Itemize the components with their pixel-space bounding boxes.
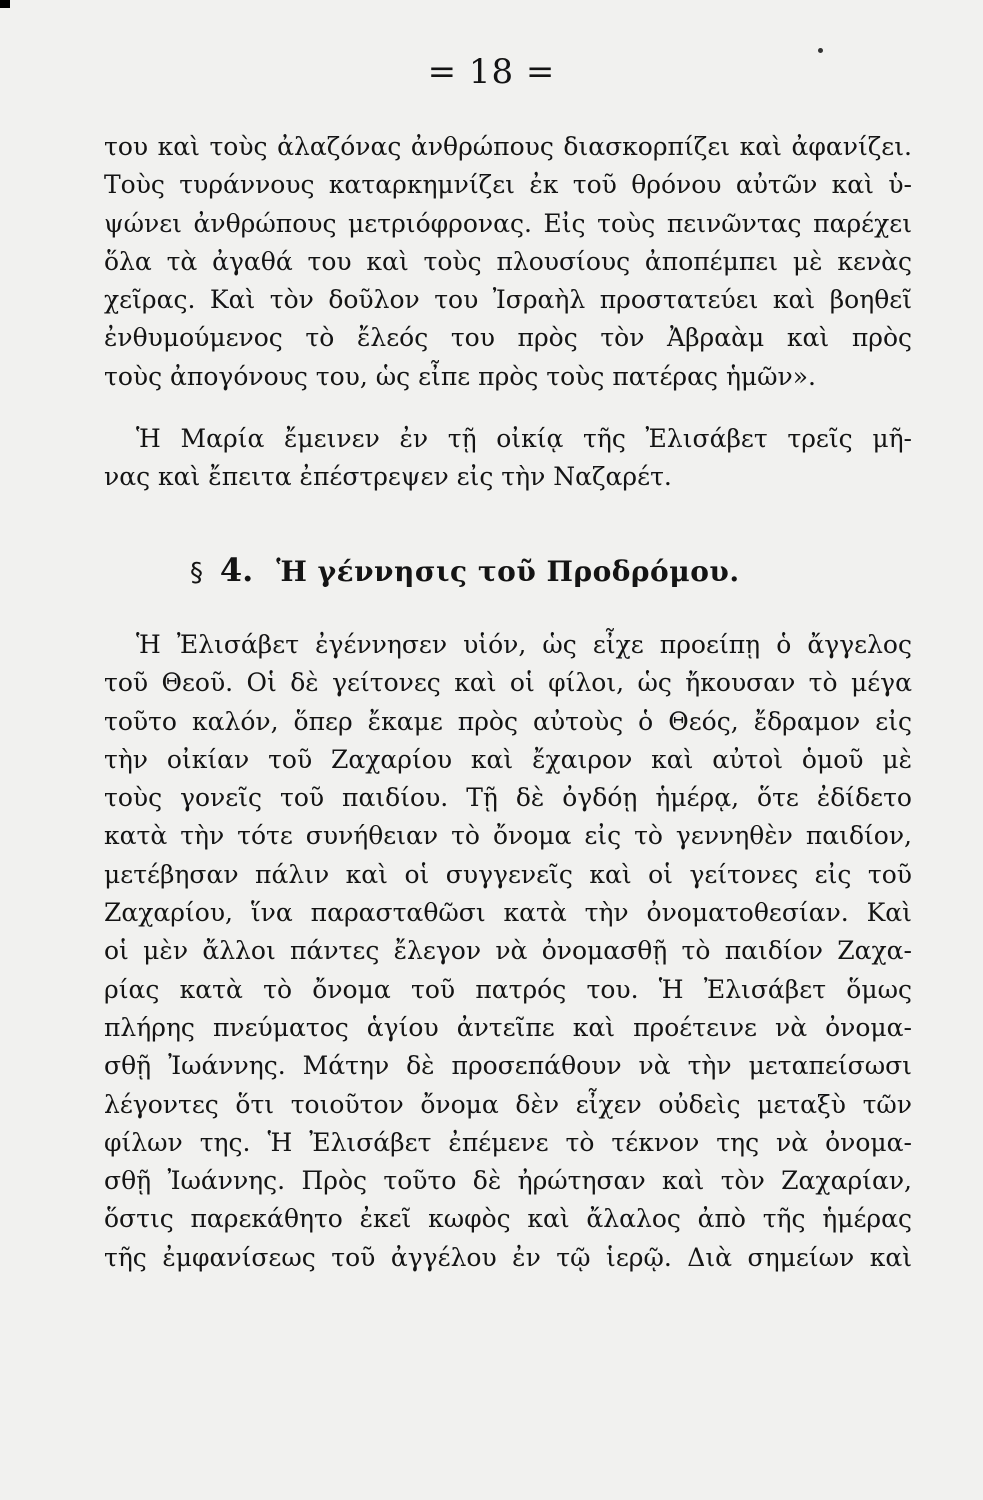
text-line: ὅλα τὰ ἀγαθά του καὶ τοὺς πλουσίους ἀποπέμπει μὲ κενὰς [104, 246, 912, 276]
text-line: Ζαχαρίου, ἵνα παρασταθῶσι κατὰ τὴν ὀνοματοθεσίαν. Καὶ [104, 898, 912, 928]
text-line: τοῦ Θεοῦ. Οἱ δὲ γείτονες καὶ οἱ φίλοι, ὡς ἤκουσαν τὸ μέγα [104, 668, 912, 698]
text-line: σθῇ Ἰωάννης. Μάτην δὲ προσεπάθουν νὰ τὴν μεταπείσωσι [104, 1051, 912, 1081]
text-line: Ἡ Μαρία ἔμεινεν ἐν τῇ οἰκίᾳ τῆς Ἐλισάβετ τρεῖς μῆ- [136, 424, 912, 453]
section-number: 4. [219, 551, 254, 589]
text-line: του καὶ τοὺς ἀλαζόνας ἀνθρώπους διασκορπίζει καὶ ἀφανίζει. [104, 132, 912, 161]
scan-corner-mark [0, 0, 10, 8]
section-paragraph [104, 626, 912, 1277]
text-line: ψώνει ἀνθρώπους μετριόφρονας. Εἰς τοὺς πεινῶντας παρέχει [104, 208, 912, 238]
text-line: κατὰ τὴν τότε συνήθειαν τὸ ὄνομα εἰς τὸ γεννηθὲν παιδίον, [104, 821, 912, 851]
text-line: τῆς ἐμφανίσεως τοῦ ἀγγέλου ἐν τῷ ἱερῷ. Διὰ σημείων καὶ [104, 1242, 912, 1272]
text-line: τοῦτο καλόν, ὅπερ ἔκαμε πρὸς αὐτοὺς ὁ Θεός, ἔδραμον εἰς [104, 706, 912, 736]
text-line: φίλων της. Ἡ Ἐλισάβετ ἐπέμενε τὸ τέκνον της νὰ ὀνομα- [104, 1127, 912, 1157]
text-line: ἐνθυμούμενος τὸ ἔλεός του πρὸς τὸν Ἀβραὰμ καὶ πρὸς [104, 323, 912, 353]
text-line: νας καὶ ἔπειτα ἐπέστρεψεν εἰς τὴν Ναζαρέτ. [104, 462, 672, 492]
text-line: σθῇ Ἰωάννης. Πρὸς τοῦτο δὲ ἠρώτησαν καὶ τὸν Ζαχαρίαν, [104, 1166, 912, 1196]
text-line: οἱ μὲν ἄλλοι πάντες ἔλεγον νὰ ὀνομασθῇ τὸ παιδίον Ζαχα- [104, 936, 912, 966]
section-title: Ἡ γέννησις τοῦ Προδρόμου. [276, 555, 740, 588]
section-heading [190, 548, 890, 595]
section-symbol: § [190, 558, 203, 588]
page-number: = 18 = [427, 52, 556, 92]
text-line: μετέβησαν πάλιν καὶ οἱ συγγενεῖς καὶ οἱ γείτονες εἰς τοῦ [104, 859, 912, 889]
text-line: τοὺς γονεῖς τοῦ παιδίου. Τῇ δὲ ὀγδόῃ ἡμέρᾳ, ὅτε ἐδίδετο [104, 783, 912, 813]
text-line: ὅστις παρεκάθητο ἐκεῖ κωφὸς καὶ ἄλαλος ἀπὸ τῆς ἡμέρας [104, 1204, 912, 1234]
text-line: ρίας κατὰ τὸ ὄνομα τοῦ πατρός του. Ἡ Ἐλισάβετ ὅμως [104, 974, 912, 1004]
text-line: Τοὺς τυράννους καταρκημνίζει ἐκ τοῦ θρόνου αὐτῶν καὶ ὑ- [104, 170, 912, 200]
top-paragraph [104, 128, 912, 396]
text-line: λέγοντες ὅτι τοιοῦτον ὄνομα δὲν εἶχεν οὐδεὶς μεταξὺ τῶν [104, 1089, 912, 1119]
second-paragraph [104, 420, 912, 497]
text-line: Ἡ Ἐλισάβετ ἐγέννησεν υἱόν, ὡς εἶχε προείπῃ ὁ ἄγγελος [136, 630, 912, 659]
text-line: τὴν οἰκίαν τοῦ Ζαχαρίου καὶ ἔχαιρον καὶ αὐτοὶ ὁμοῦ μὲ [104, 744, 912, 774]
text-line: χεῖρας. Καὶ τὸν δοῦλον του Ἰσραὴλ προστατεύει καὶ βοηθεῖ [104, 285, 912, 315]
text-line: τοὺς ἀπογόνους του, ὡς εἶπε πρὸς τοὺς πατέρας ἡμῶν». [104, 361, 816, 391]
text-line: πλήρης πνεύματος ἁγίου ἀντεῖπε καὶ προέτεινε νὰ ὀνομα- [104, 1012, 912, 1042]
